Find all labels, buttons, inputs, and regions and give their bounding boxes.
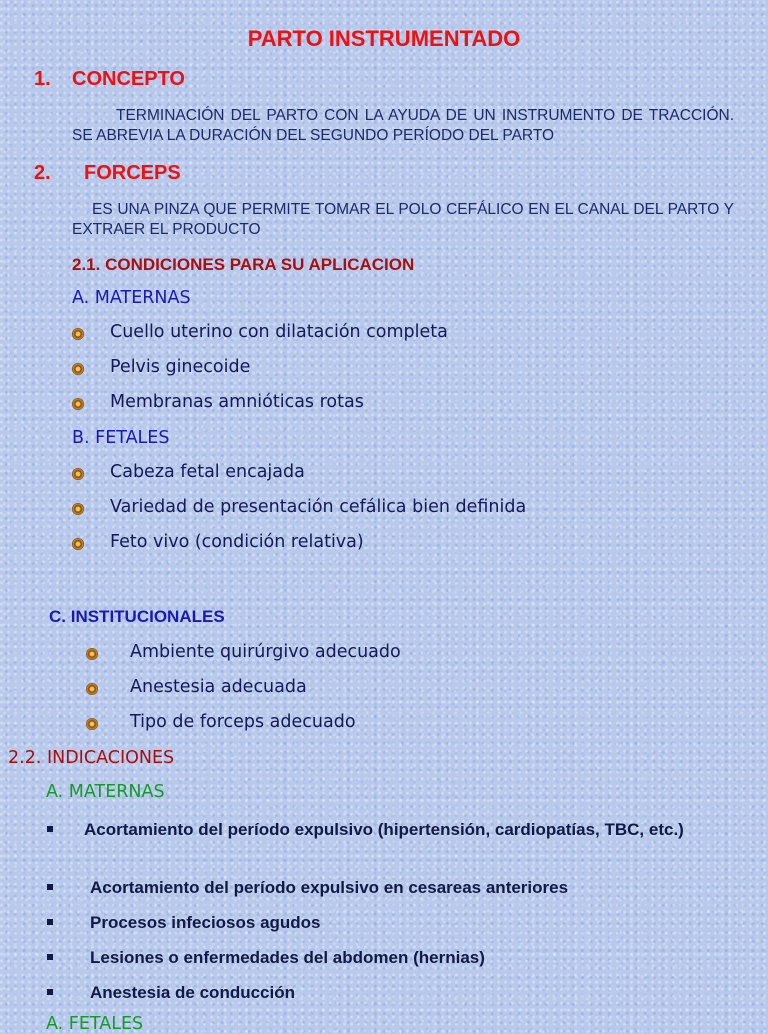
square-bullet-icon: [47, 989, 53, 995]
conditions-maternas-heading: A. MATERNAS: [72, 288, 191, 308]
indications-fetales-heading: A. FETALES: [46, 1014, 144, 1034]
list-item: Variedad de presentación cefálica bien definida: [110, 497, 527, 517]
bullet-icon: [72, 468, 84, 480]
list-item: Pelvis ginecoide: [110, 357, 251, 377]
list-item: Tipo de forceps adecuado: [130, 712, 356, 732]
bullet-icon: [72, 503, 84, 515]
bullet-icon: [72, 398, 84, 410]
concept-paragraph: TERMINACIÓN DEL PARTO CON LA AYUDA DE UN INSTRUMENTO DE TRACCIÓN. SE ABREVIA LA DURACIÓN DEL SEGUNDO PERÍODO DEL PARTO: [72, 107, 734, 144]
section-2-number: 2.: [34, 162, 51, 184]
conditions-fetales-heading: B. FETALES: [72, 428, 170, 448]
list-item: Ambiente quirúrgivo adecuado: [130, 642, 401, 662]
page-title: PARTO INSTRUMENTADO: [247, 26, 521, 51]
list-item: Anestesia de conducción: [90, 983, 295, 1002]
section-2-title: FORCEPS: [84, 162, 181, 184]
forceps-paragraph: ES UNA PINZA QUE PERMITE TOMAR EL POLO CEFÁLICO EN EL CANAL DEL PARTO Y EXTRAER EL PRODUCTO: [72, 201, 734, 238]
indications-heading: 2.2. INDICACIONES: [8, 748, 175, 768]
bullet-icon: [86, 648, 98, 660]
bullet-icon: [72, 363, 84, 375]
square-bullet-icon: [47, 954, 53, 960]
list-item: Lesiones o enfermedades del abdomen (hernias): [90, 948, 485, 967]
bullet-icon: [72, 538, 84, 550]
conditions-heading: 2.1. CONDICIONES PARA SU APLICACION: [72, 255, 415, 274]
bullet-icon: [86, 683, 98, 695]
bullet-icon: [72, 328, 84, 340]
square-bullet-icon: [47, 826, 53, 832]
list-item: Acortamiento del período expulsivo (hipertensión, cardiopatías, TBC, etc.): [84, 820, 684, 839]
section-2-heading: [34, 162, 181, 185]
list-item: Anestesia adecuada: [130, 677, 307, 697]
list-item: Feto vivo (condición relativa): [110, 532, 364, 552]
square-bullet-icon: [47, 884, 53, 890]
list-item: Cuello uterino con dilatación completa: [110, 322, 448, 342]
list-item: Cabeza fetal encajada: [110, 462, 305, 482]
square-bullet-icon: [47, 919, 53, 925]
list-item: Acortamiento del período expulsivo en cesareas anteriores: [90, 878, 569, 897]
indications-maternas-heading: A. MATERNAS: [46, 782, 165, 802]
section-1-heading: [34, 68, 185, 91]
bullet-icon: [86, 718, 98, 730]
list-item: Procesos infeciosos agudos: [90, 913, 321, 932]
section-1-number: 1.: [34, 68, 51, 90]
conditions-institucionales-heading: C. INSTITUCIONALES: [49, 607, 225, 626]
section-1-title: CONCEPTO: [72, 68, 185, 90]
list-item: Membranas amnióticas rotas: [110, 392, 364, 412]
